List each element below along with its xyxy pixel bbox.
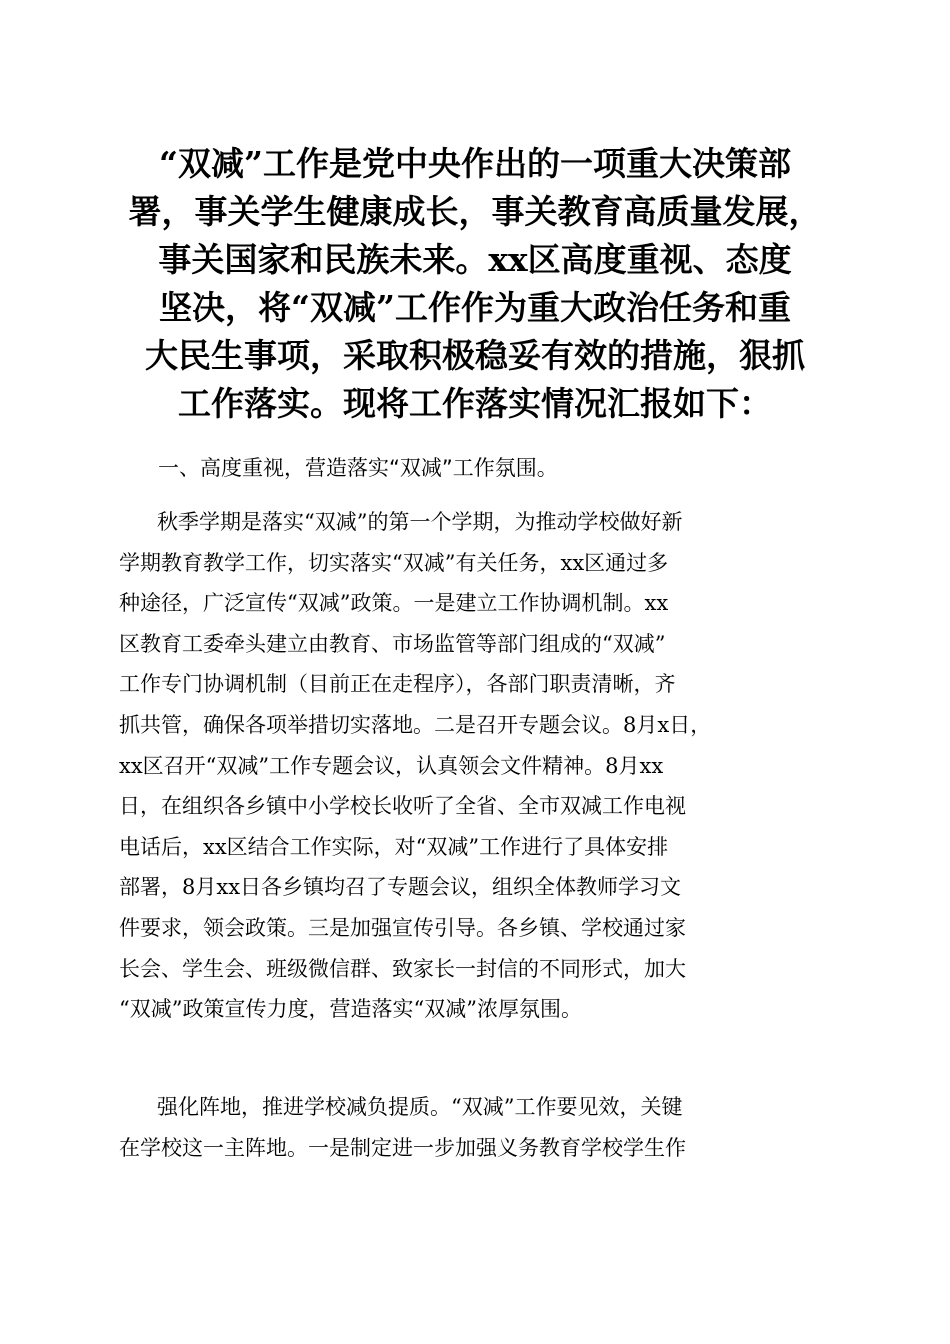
paragraph-line: 强化阵地，推进学校减负提质。“双减”工作要见效，关键	[157, 1095, 683, 1119]
paragraph-line: 学期教育教学工作，切实落实“双减”有关任务，xx区通过多	[119, 550, 669, 575]
paragraph-line: 电话后，xx区结合工作实际，对“双减”工作进行了具体安排	[119, 834, 669, 859]
title-line: 大民生事项，采取积极稳妥有效的措施，狠抓	[145, 336, 805, 375]
paragraph-line: xx区召开“双减”工作专题会议，认真领会文件精神。8月xx	[119, 753, 664, 778]
paragraph-line: 区教育工委牵头建立由教育、市场监管等部门组成的“双减”	[119, 631, 666, 656]
title-line: 署，事关学生健康成长，事关教育高质量发展，	[128, 192, 822, 231]
paragraph-line: 种途径，广泛宣传“双减”政策。一是建立工作协调机制。xx	[119, 591, 669, 616]
paragraph-line: 秋季学期是落实“双减”的第一个学期，为推动学校做好新	[157, 510, 683, 534]
paragraph-line: 抓共管，确保各项举措切实落地。二是召开专题会议。8月x日，	[119, 712, 712, 737]
title-line: 工作落实。现将工作落实情况汇报如下：	[178, 384, 772, 423]
body-paragraph-1	[119, 502, 831, 1030]
paragraph-line: 工作专门协调机制（目前正在走程序），各部门职责清晰，齐	[119, 672, 676, 697]
paragraph-line: 在学校这一主阵地。一是制定进一步加强义务教育学校学生作	[119, 1135, 686, 1160]
paragraph-line: 部署，8月xx日各乡镇均召了专题会议，组织全体教师学习文	[119, 875, 682, 900]
body-paragraph-2	[119, 1087, 831, 1168]
paragraph-line: 件要求，领会政策。三是加强宣传引导。各乡镇、学校通过家	[119, 915, 686, 940]
paragraph-line: “双减”政策宣传力度，营造落实“双减”浓厚氛围。	[119, 997, 582, 1022]
title-line: “双减”工作是党中央作出的一项重大决策部	[159, 144, 791, 183]
section-heading: 一、高度重视，营造落实“双减”工作氛围。	[158, 456, 558, 480]
paragraph-line: 长会、学生会、班级微信群、致家长一封信的不同形式，加大	[119, 956, 686, 981]
paragraph-line: 日，在组织各乡镇中小学校长收听了全省、全市双减工作电视	[119, 794, 686, 819]
title-line: 事关国家和民族未来。xx区高度重视、态度	[158, 240, 792, 279]
title-line: 坚决，将“双减”工作作为重大政治任务和重	[159, 288, 791, 327]
document-title	[100, 140, 850, 428]
